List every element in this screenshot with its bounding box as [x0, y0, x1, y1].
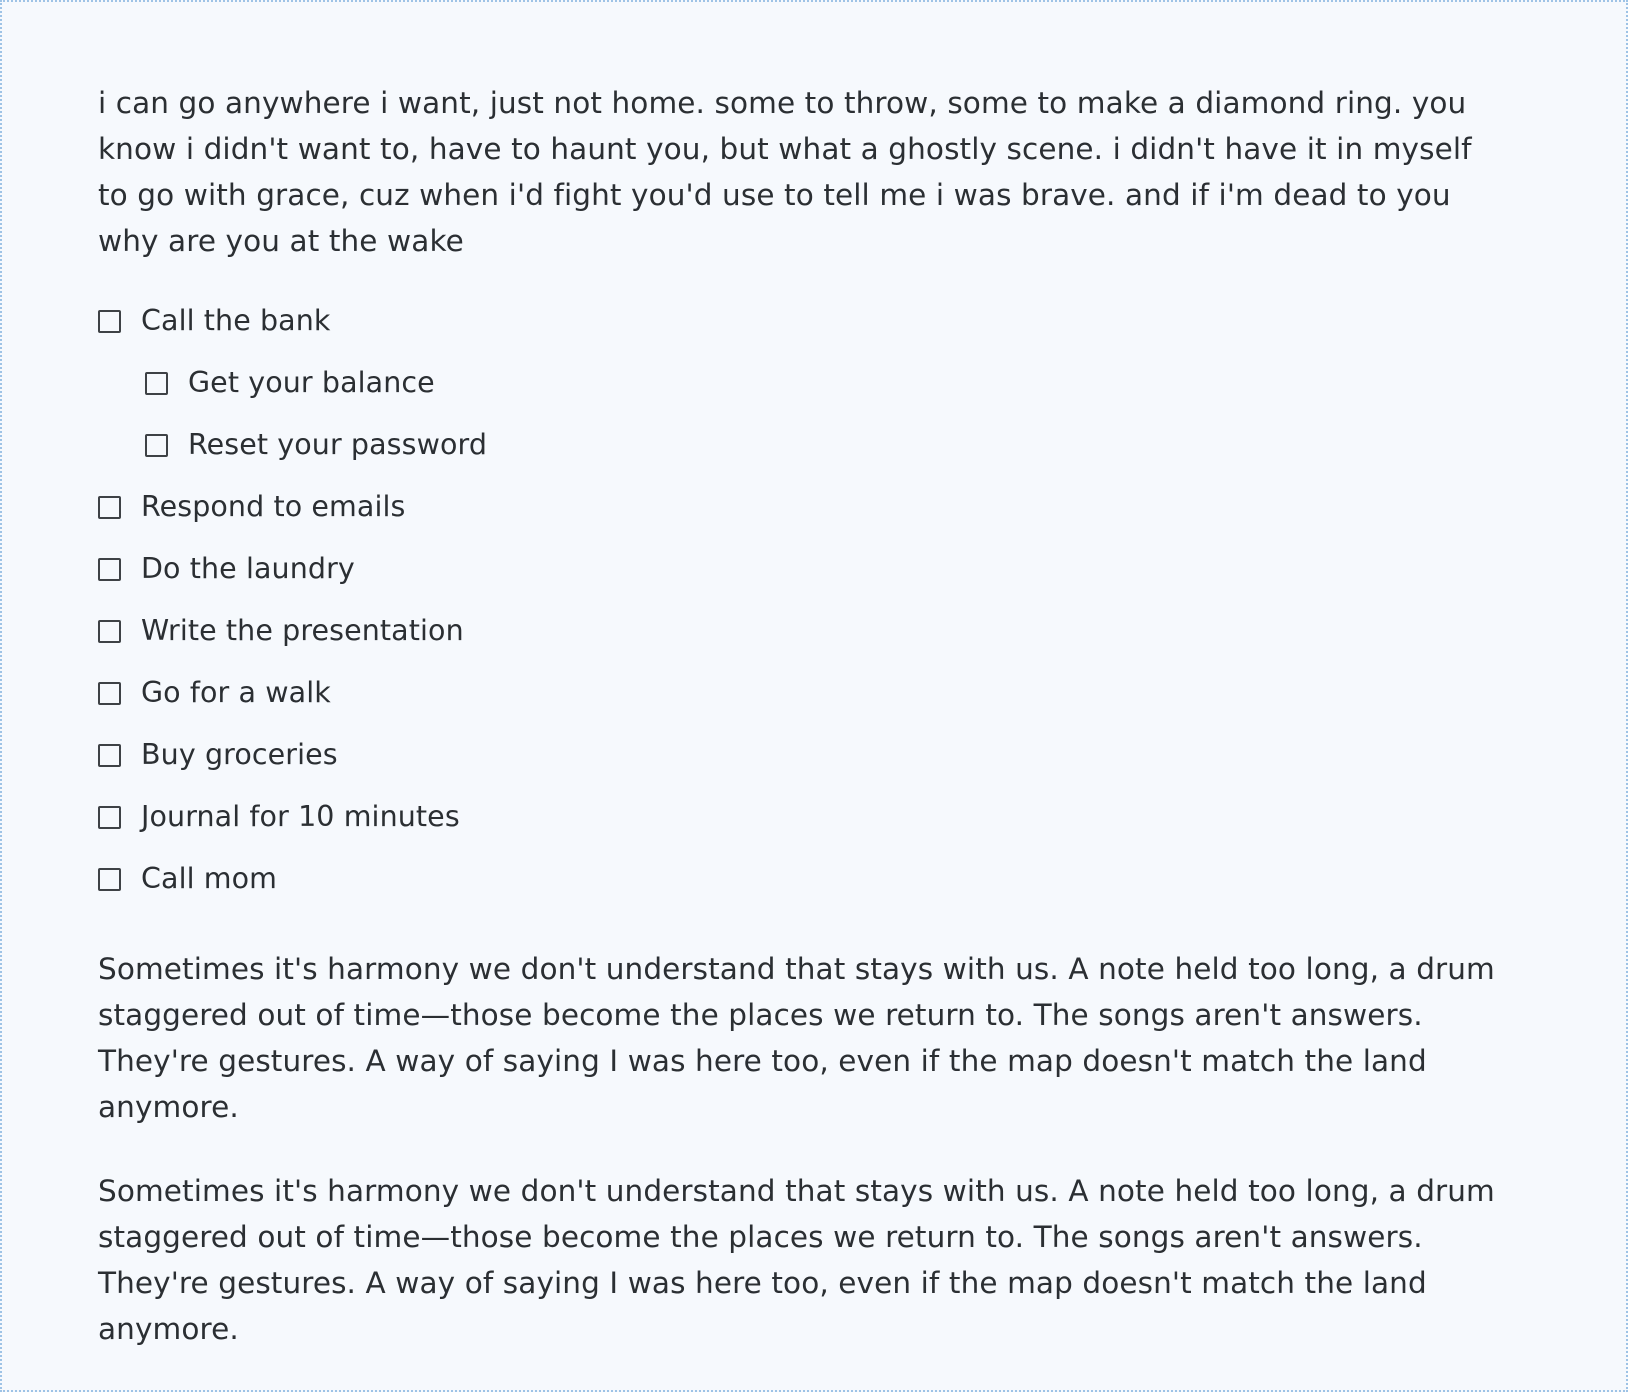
todo-item[interactable]: [98, 794, 1516, 840]
todo-item[interactable]: [98, 298, 1516, 344]
todo-item[interactable]: [98, 732, 1516, 778]
intro-paragraph: i can go anywhere i want, just not home. some to throw, some to make a diamond ring. you know i didn't want to, have to haunt you, but what a ghostly scene. i didn't have it in myself to go with grace, cuz when i'd fight you'd use to tell me i was brave. and if i'm dead to you why are you at the wake: [98, 86, 1472, 258]
todo-item-label: Buy groceries: [141, 738, 338, 771]
body-paragraph-1: Sometimes it's harmony we don't understand that stays with us. A note held too long, a drum staggered out of time—those become the places we return to. The songs aren't answers. They're gestures. A way of saying I was here too, even if the map doesn't match the land anymore.: [98, 952, 1495, 1124]
checkbox-icon[interactable]: [145, 434, 168, 457]
checkbox-icon[interactable]: [98, 496, 121, 519]
todo-item[interactable]: [98, 670, 1516, 716]
todo-item-label: Get your balance: [188, 366, 435, 399]
todo-item-label: Call the bank: [141, 304, 331, 337]
checkbox-icon[interactable]: [98, 682, 121, 705]
todo-item[interactable]: [98, 856, 1516, 902]
todo-item-label: Journal for 10 minutes: [141, 800, 460, 833]
todo-item-label: Reset your password: [188, 428, 488, 461]
checkbox-icon[interactable]: [98, 310, 121, 333]
checkbox-icon[interactable]: [145, 372, 168, 395]
checkbox-icon[interactable]: [98, 620, 121, 643]
checkbox-icon[interactable]: [98, 744, 121, 767]
checkbox-icon[interactable]: [98, 868, 121, 891]
todo-item[interactable]: [98, 484, 1516, 530]
todo-item-label: Write the presentation: [141, 614, 464, 647]
todo-item-label: Do the laundry: [141, 552, 355, 585]
todo-list: [98, 298, 1516, 902]
checkbox-icon[interactable]: [98, 806, 121, 829]
todo-item-label: Go for a walk: [141, 676, 331, 709]
todo-item-label: Call mom: [141, 862, 278, 895]
todo-item[interactable]: [98, 546, 1516, 592]
todo-item[interactable]: [145, 360, 1516, 406]
checkbox-icon[interactable]: [98, 558, 121, 581]
todo-item-label: Respond to emails: [141, 490, 406, 523]
todo-item[interactable]: [145, 422, 1516, 468]
body-paragraph-2: Sometimes it's harmony we don't understand that stays with us. A note held too long, a drum staggered out of time—those become the places we return to. The songs aren't answers. They're gestures. A way of saying I was here too, even if the map doesn't match the land anymore.: [98, 1174, 1495, 1346]
todo-item[interactable]: [98, 608, 1516, 654]
